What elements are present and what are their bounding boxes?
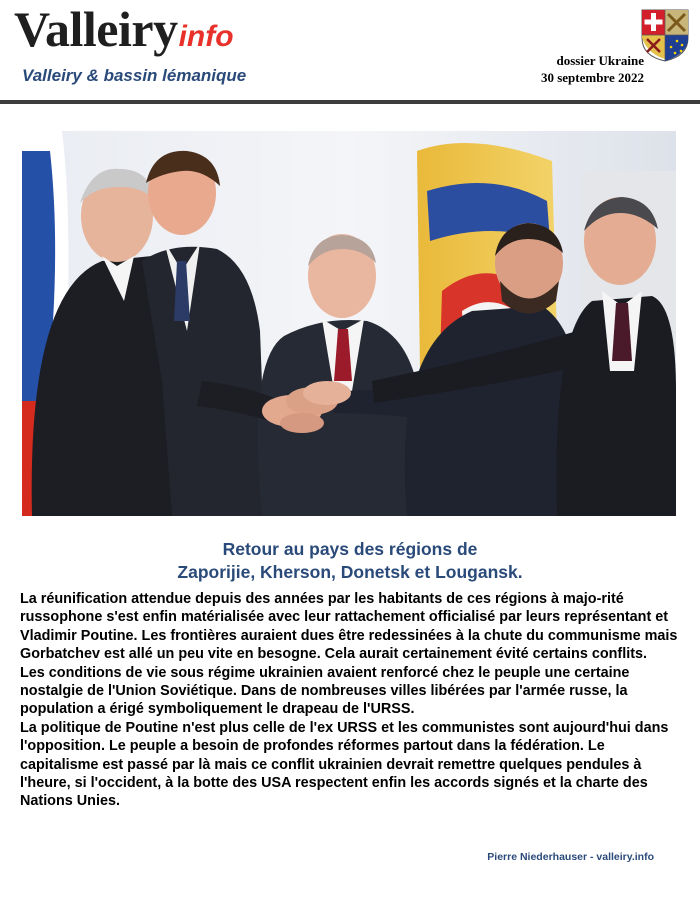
article-title-line1: Retour au pays des régions de <box>222 539 478 559</box>
dossier-info <box>541 52 644 86</box>
article-title <box>0 538 700 584</box>
article-title-line2: Zaporijie, Kherson, Donetsk et Lougansk. <box>177 562 523 582</box>
header-divider <box>0 100 700 104</box>
author-signature: Pierre Niederhauser - valleiry.info <box>487 851 654 863</box>
article-paragraph: Les conditions de vie sous régime ukrainien avaient renforcé chez le peuple une certaine nostalgie de l'Union Soviétique. Dans de nombreuses villes libérées par l'armée russe, la population a érigé symboliquement le drapeau de l'URSS. <box>20 664 630 718</box>
dossier-date: 30 septembre 2022 <box>540 70 644 85</box>
article-body <box>20 590 680 811</box>
article-paragraph: La politique de Poutine n'est plus celle de l'ex URSS et les communistes sont aujourd'hui dans l'opposition. Le peuple a besoin de profondes réformes partout dans la fédération. Le capitalisme est passé par là mais ce conflit ukrainien devrait remettre quelques pendules à l'heure, si l'occident, à la botte des USA respectent enfin les accords signés et la charte des Nations Unies. <box>20 719 669 810</box>
logo-main-text: Valleiry <box>14 1 178 57</box>
coat-of-arms-icon <box>640 8 690 63</box>
site-logo[interactable] <box>14 1 234 57</box>
logo-info-text: info <box>178 20 234 53</box>
dossier-topic: dossier Ukraine <box>556 53 644 68</box>
photo-five-men-joining-hands <box>22 131 676 516</box>
article-paragraph: La réunification attendue depuis des années par les habitants de ces régions à majo-rité russophone s'est enfin matérialisée avec leur rattachement officialisé par leurs représentant et Vladimir Poutine. Les frontières auraient dues être redessinées à la chute du communisme mais Gorbatchev est allé un peu vite en besogne. Cela aurait certainement évité certains conflits. <box>20 591 678 663</box>
site-tagline: Valleiry & bassin lémanique <box>22 66 247 85</box>
